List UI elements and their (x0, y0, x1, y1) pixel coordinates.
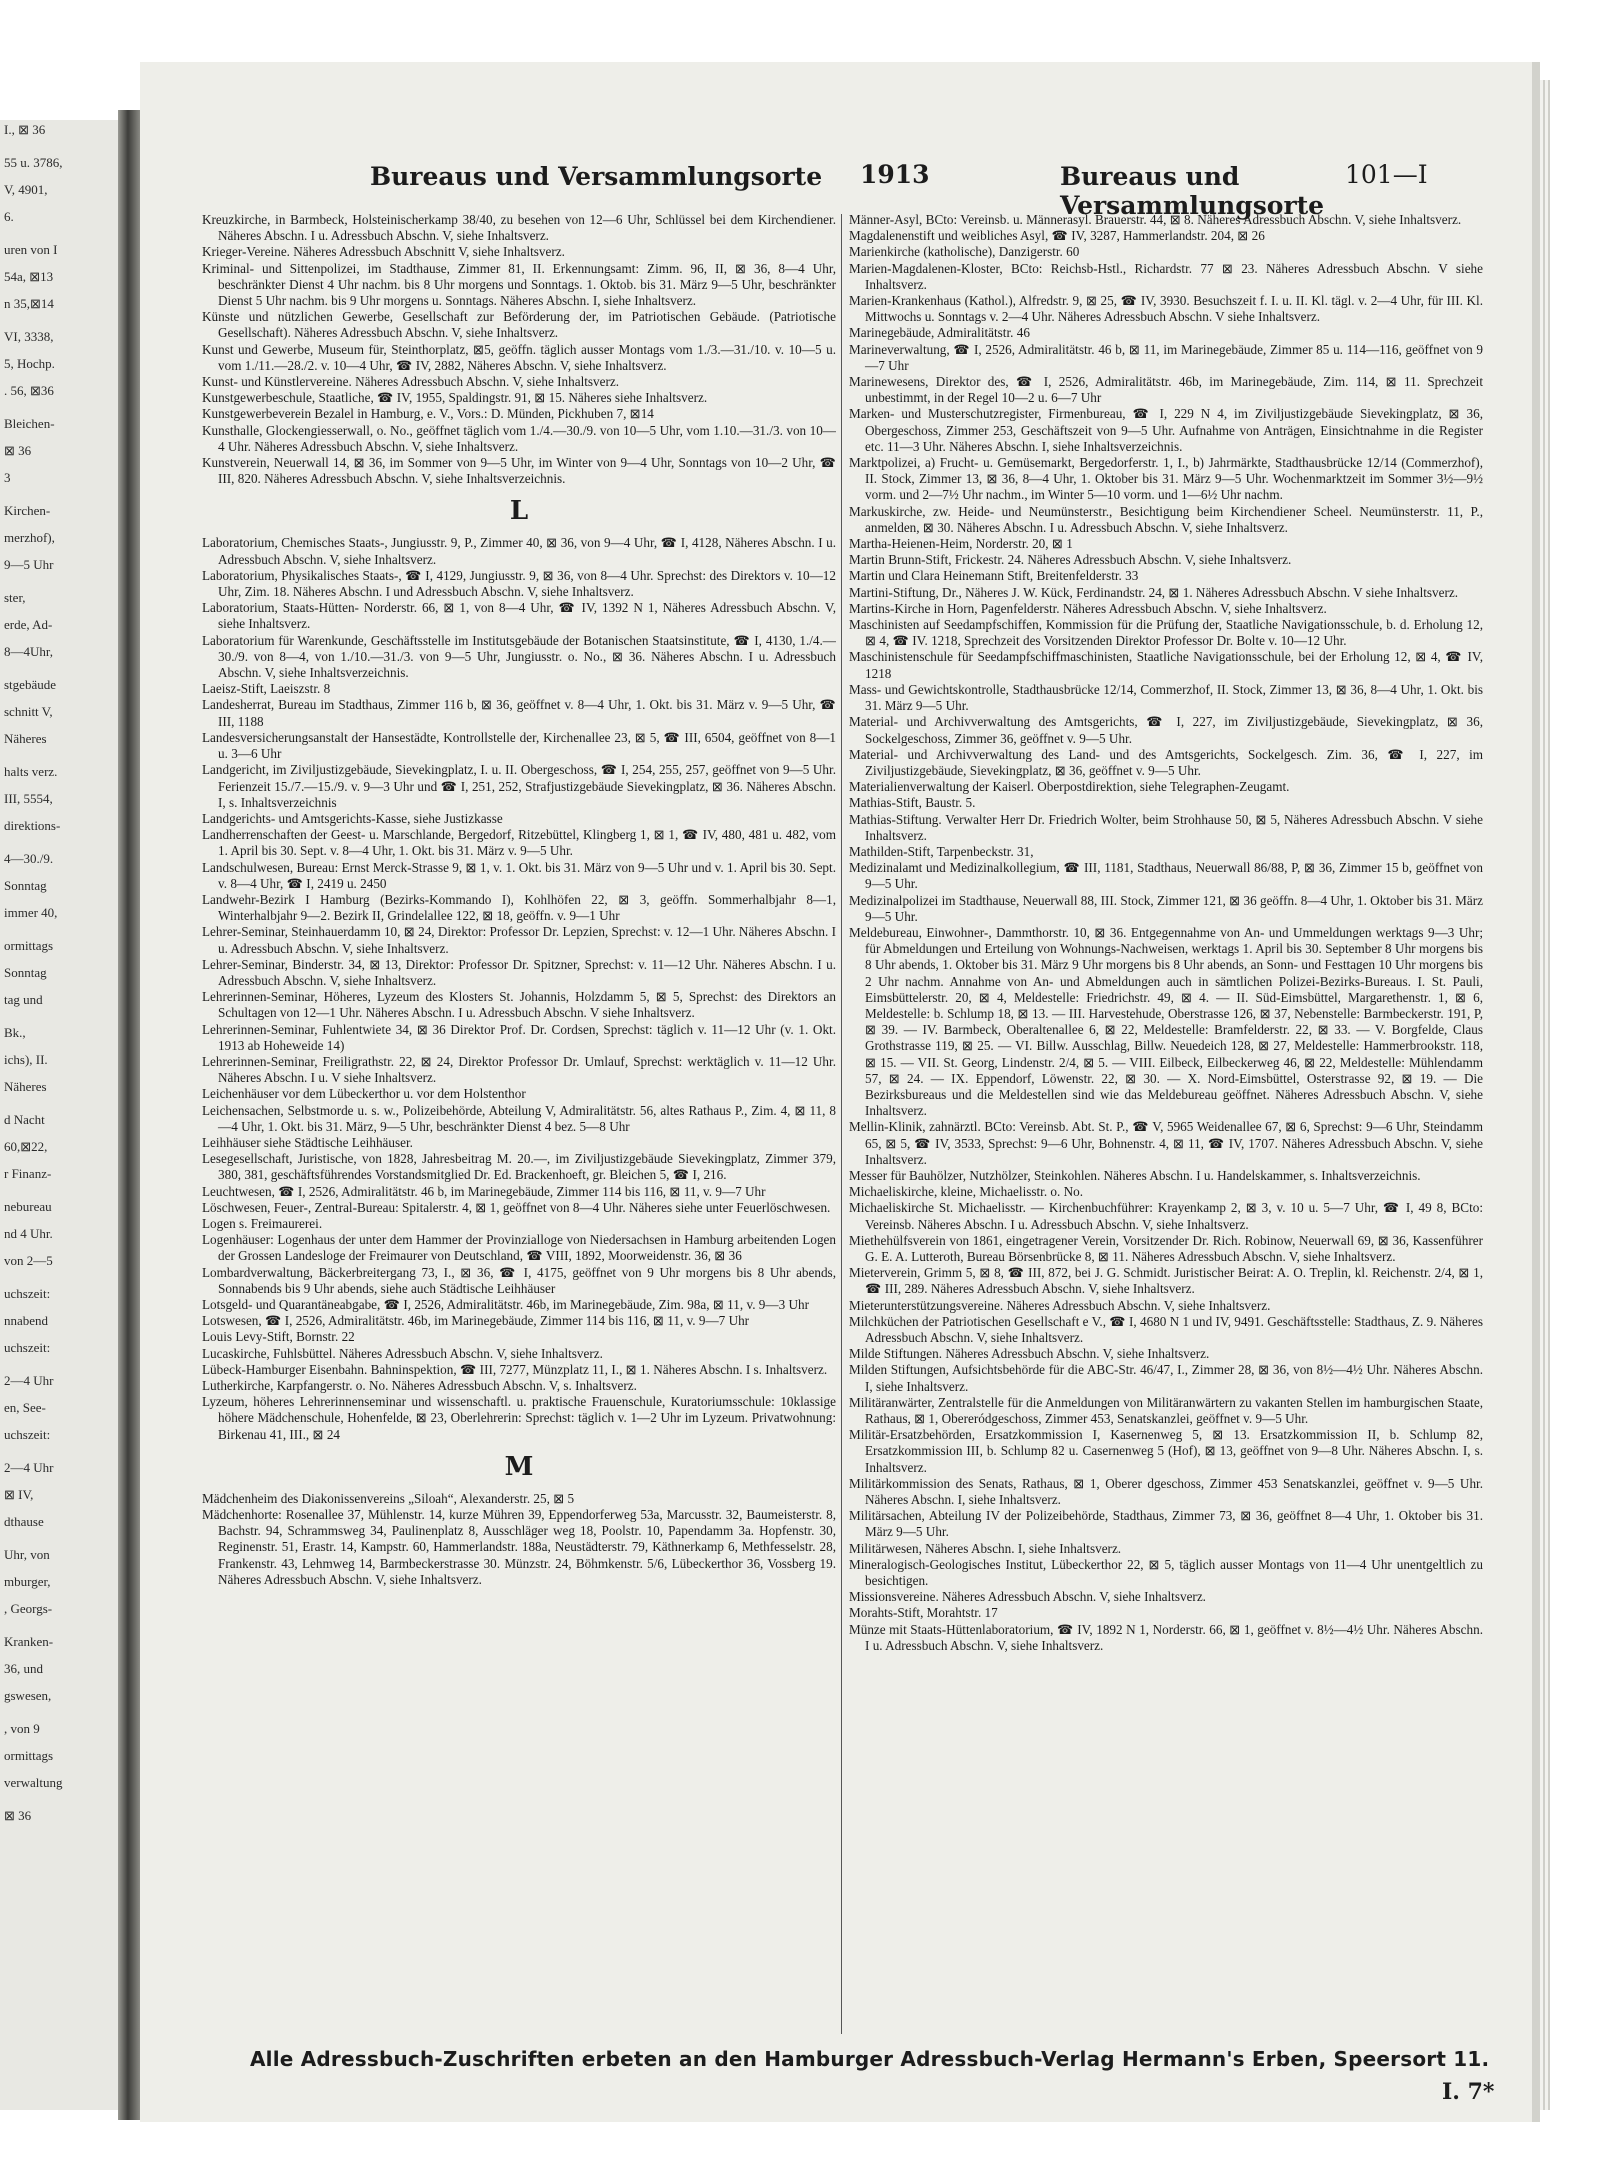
facing-page-line: stgebäude (4, 677, 56, 692)
directory-entry: Marienkirche (katholische), Danzigerstr. 60 (849, 244, 1080, 260)
facing-page-fragment (0, 120, 118, 2110)
directory-entry: Martini-Stiftung, Dr., Näheres J. W. Kück, Ferdinandstr. 24, ⊠ 1. Näheres Adressbuch Abschn. V siehe Inhaltsverz. (849, 584, 1459, 600)
directory-entry: Kunstverein, Neuerwall 14, ⊠ 36, im Sommer von 9—5 Uhr, im Winter von 9—4 Uhr, Sonntags von 10—2 Uhr, ☎ III, 820. Näheres Adressbuch Abschn. V, siehe Inhaltsverzeichnis. (202, 455, 836, 487)
directory-entry: Mathilden-Stift, Tarpenbeckstr. 31, (849, 843, 1034, 859)
page-number: 101—I (1345, 160, 1428, 189)
facing-page-line: direktions- (4, 818, 61, 833)
facing-page-line: ormittags (4, 938, 54, 953)
directory-entry: Mass- und Gewichtskontrolle, Stadthausbrücke 12/14, Commerzhof, II. Stock, Zimmer 13, ⊠ 36, 8—4 Uhr, 1. Okt. bis 31. März 9—5 Uhr. (849, 681, 1483, 714)
facing-page-line: schnitt V, (4, 704, 53, 719)
directory-entry: Martin Brunn-Stift, Frickestr. 24. Näheres Adressbuch Abschn. V, siehe Inhaltsverz. (849, 552, 1292, 568)
directory-entry: Landesversicherungsanstalt der Hansestädte, Kontrollstelle der, Kirchenallee 23, ⊠ 5, ☎ III, 6504, geöffnet von 8—1 u. 3—6 Uhr (202, 729, 836, 762)
facing-page-line: 3 (4, 470, 11, 485)
facing-page-line: III, 5554, (4, 791, 53, 806)
directory-entry: Materialienverwaltung der Kaiserl. Oberpostdirektion, siehe Telegraphen-Zeugamt. (849, 779, 1290, 795)
directory-entry: Markuskirche, zw. Heide- und Neumünsterstr., Besichtigung beim Kirchendiener Scheel. Neumünsterstr. 11, P., anmelden, ⊠ 30. Näheres Abschn. I u. Adressbuch Abschn. V, siehe Inhaltsverz. (849, 503, 1483, 535)
directory-entry: Kunst und Gewerbe, Museum für, Steinthorplatz, ⊠5, geöffn. täglich ausser Montags vom 1./3.—31./10. v. 10—5 u. vom 1./11.—28./2. v. 10—4 Uhr, ☎ IV, 2882, Näheres Abschn. V, siehe Inhaltsverz. (202, 341, 836, 373)
facing-page-line: Näheres (4, 731, 47, 746)
running-title-left: Bureaus und Versammlungsorte (370, 162, 823, 191)
directory-entry: Lotswesen, ☎ I, 2526, Admiralitätstr. 46b, im Marinegebäude, Zimmer 114 bis 116, ⊠ 11, v. 9—7 Uhr (202, 1313, 750, 1329)
facing-page-line: nnabend (4, 1313, 49, 1328)
directory-entry: Lübeck-Hamburger Eisenbahn. Bahninspektion, ☎ III, 7277, Münzplatz 11, I., ⊠ 1. Näheres Abschn. I s. Inhaltsverz. (202, 1361, 828, 1377)
directory-entry: Militärwesen, Näheres Abschn. I, siehe Inhaltsverz. (849, 1540, 1122, 1556)
facing-page-line: ⊠ 36 (4, 443, 32, 458)
facing-page-line: d Nacht (4, 1112, 45, 1127)
facing-page-line: 6. (4, 209, 14, 224)
directory-entry: Leihhäuser siehe Städtische Leihhäuser. (202, 1134, 413, 1150)
facing-page-line: VI, 3338, (4, 329, 54, 344)
year-label: 1913 (860, 160, 930, 189)
directory-entry: Militärsachen, Abteilung IV der Polizeibehörde, Stadthaus, Zimmer 73, ⊠ 36, geöffnet 8—4 Uhr, 1. Oktober bis 31. März 9—5 Uhr. (849, 1508, 1483, 1540)
directory-entry: Militärkommission des Senats, Rathaus, ⊠ 1, Oberer dgeschoss, Zimmer 453 Senatskanzlei, geöffnet v. 9—5 Uhr. Näheres Abschn. I, siehe Inhaltsverz. (849, 1475, 1483, 1508)
facing-page-line: tag und (4, 992, 43, 1007)
facing-page-line: halts verz. (4, 764, 58, 779)
facing-page-line: . 56, ⊠36 (4, 383, 54, 398)
directory-entry: Martin und Clara Heinemann Stift, Breitenfelderstr. 33 (849, 568, 1139, 584)
facing-page-line: Bleichen- (4, 416, 55, 431)
directory-entry: Marinewesens, Direktor des, ☎ I, 2526, Admiralitätstr. 46b, im Marinegebäude, Zim. 114, ⊠ 11. Sprechzeit unbestimmt, in der Regel 10—2 u. 6—7 Uhr (849, 374, 1483, 406)
facing-page-line: 54a, ⊠13 (4, 269, 54, 284)
facing-page-line: ichs), II. (4, 1052, 48, 1067)
directory-entry: Kunstgewerbeschule, Staatliche, ☎ IV, 1955, Spaldingstr. 91, ⊠ 15. Näheres siehe Inhaltsverz. (202, 390, 708, 406)
facing-page-line: 55 u. 3786, (4, 155, 63, 170)
directory-entry: Miethehülfsverein von 1861, eingetragener Verein, Vorsitzender Dr. Rich. Robinow, Neuerwall 69, ⊠ 36, Kassenführer G. E. A. Lutteroth, Bureau Börsenbrücke 8, ⊠ 11. Näheres Adressbuch Abschn. V, siehe Inhaltsverz. (849, 1232, 1483, 1264)
facing-page-line: immer 40, (4, 905, 58, 920)
facing-page-line: 2—4 Uhr (4, 1373, 54, 1388)
facing-page-line: uren von I (4, 242, 58, 257)
directory-entry: Löschwesen, Feuer-, Zentral-Bureau: Spitalerstr. 4, ⊠ 1, geöffnet von 8—4 Uhr. Näheres siehe unter Feuerlöschwesen. (202, 1199, 831, 1215)
directory-entry: Landgerichts- und Amtsgerichts-Kasse, siehe Justizkasse (202, 810, 503, 826)
facing-page-line: r Finanz- (4, 1166, 52, 1181)
directory-entry: Lehrerinnen-Seminar, Fuhlentwiete 34, ⊠ 36 Direktor Prof. Dr. Cordsen, Sprechst: täglich v. 11—12 Uhr (v. 1. Okt. 1913 ab Hoheweide 14) (202, 1021, 836, 1053)
directory-entry: Logenhäuser: Logenhaus der unter dem Hammer der Provinzialloge von Niedersachsen in Hamburg arbeitenden Logen der Grossen Landesloge der Freimaurer von Deutschland, ☎ VIII, 1892, Moorweidenstr. 36, ⊠ 36 (202, 1232, 836, 1264)
facing-page-line: 4—30./9. (4, 851, 54, 866)
signature-mark: I. 7* (1442, 2079, 1495, 2105)
facing-page-line: 36, und (4, 1661, 43, 1676)
directory-entry: Martins-Kirche in Horn, Pagenfelderstr. Näheres Adressbuch Abschn. V, siehe Inhaltsverz. (849, 600, 1327, 616)
directory-entry: Militär-Ersatzbehörden, Ersatzkommission I, Kasernenweg 5, ⊠ 13. Ersatzkommission II, b. Schlump 82, Ersatzkommission III, b. Schlump 82 u. Casernenweg 5 (Hof), ⊠ 13, geöffnet von 9—8 Uhr. Näheres Abschn. I, s. Inhaltsverz. (849, 1427, 1483, 1475)
directory-entry: Lehrerinnen-Seminar, Höheres, Lyzeum des Klosters St. Johannis, Holzdamm 5, ⊠ 5, Sprechst: des Direktors an Schultagen von 12—1 Uhr. Näheres Abschn. I u. Adressbuch Abschn. V siehe Inhaltsverz. (202, 989, 836, 1021)
directory-entry: Landgericht, im Ziviljustizgebäude, Sievekingplatz, I. u. II. Obergeschoss, ☎ I, 254, 255, 257, geöffnet von 9—5 Uhr. Ferienzeit 15./7.—15./9. v. 9—3 Uhr und ☎ I, 251, 252, Strafjustizgebäude Sievekingplatz, ⊠ 36. Näheres Abschn. I, s. Inhaltsverzeichnis (202, 762, 836, 810)
facing-page-line: 9—5 Uhr (4, 557, 54, 572)
facing-page-line: mburger, (4, 1574, 51, 1589)
directory-entry: Laboratorium für Warenkunde, Geschäftsstelle im Institutsgebäude der Botanischen Staatsinstitute, ☎ I, 4130, 1./4.—30./9. von 8—4, von 1./10.—31./3. von 9—5 Uhr, Jungiusstr. o. No., ⊠ 36. Näheres Abschn. I u. Adressbuch Abschn. V, siehe Inhaltsverzeichnis. (202, 632, 836, 681)
directory-entry: Laboratorium, Staats-Hütten- Norderstr. 66, ⊠ 1, von 8—4 Uhr, ☎ IV, 1392 N 1, Näheres Adressbuch Abschn. V, siehe Inhaltsverz. (202, 600, 836, 632)
facing-page-line: Kirchen- (4, 503, 51, 518)
directory-entry: Lehrer-Seminar, Steinhauerdamm 10, ⊠ 24, Direktor: Professor Dr. Lepzien, Sprechst: v. 12—1 Uhr. Näheres Abschn. I u. Adressbuch Abschn. V, siehe Inhaltsverz. (202, 924, 836, 956)
directory-entry: Laboratorium, Chemisches Staats-, Jungiusstr. 9, P., Zimmer 40, ⊠ 36, von 9—4 Uhr, ☎ I, 4128, Näheres Abschn. I u. Adressbuch Abschn. V, siehe Inhaltsverz. (202, 535, 836, 567)
facing-page-line: 60,⊠22, (4, 1139, 48, 1154)
directory-entry: Morahts-Stift, Morahtstr. 17 (849, 1605, 998, 1621)
directory-entry: Landschulwesen, Bureau: Ernst Merck-Strasse 9, ⊠ 1, v. 1. Okt. bis 31. März von 9—5 Uhr und v. 1. April bis 30. Sept. v. 8—4 Uhr, ☎ I, 2419 u. 2450 (202, 859, 836, 891)
directory-entry: Milchküchen der Patriotischen Gesellschaft e V., ☎ I, 4680 N 1 und IV, 9491. Geschäftsstelle: Stadthaus, Z. 9. Näheres Adressbuch Abschn. V, siehe Inhaltsverz. (849, 1313, 1483, 1346)
facing-page-line: Sonntag (4, 965, 47, 980)
directory-entry: Leichensachen, Selbstmorde u. s. w., Polizeibehörde, Abteilung V, Admiralitätstr. 56, altes Rathaus P., Zim. 4, ⊠ 11, 8—4 Uhr, 1. Okt. bis 31. März, 9—5 Uhr, beschränkter Dienst 4 bez. 5—8 Uhr (202, 1102, 836, 1134)
facing-page-line: Näheres (4, 1079, 47, 1094)
facing-page-line: gswesen, (4, 1688, 52, 1703)
directory-entry: Militäranwärter, Zentralstelle für die Anmeldungen von Militäranwärtern zu vakanten Stellen im hamburgischen Staate, Rathaus, ⊠ 1, Obereródgeschoss, Zimmer 453, Senatskanzlei, geöffnet v. 9—5 Uhr. (849, 1394, 1483, 1427)
facing-page-line: Uhr, von (4, 1547, 50, 1562)
facing-page-line: I., ⊠ 36 (4, 122, 46, 137)
facing-page-line: uchszeit: (4, 1340, 51, 1355)
column-rule (841, 214, 842, 2034)
book-gutter (118, 110, 140, 2120)
facing-page-line: ⊠ 36 (4, 1808, 32, 1823)
directory-entry: Lombardverwaltung, Bäckerbreitergang 73, I., ⊠ 36, ☎ I, 4175, geöffnet von 9 Uhr morgens bis 8 Uhr abends, Sonnabends bis 9 Uhr abends, siehe auch Städtische Leihhäuser (202, 1264, 836, 1296)
facing-page-line: en, See- (4, 1400, 46, 1415)
facing-page-line: nebureau (4, 1199, 52, 1214)
section-letter: L (509, 496, 529, 527)
facing-page-line: uchszeit: (4, 1427, 51, 1442)
directory-entry: Lyzeum, höheres Lehrerinnenseminar und wissenschaftl. u. praktische Frauenschule, Kuratoriumsschule: 10klassige höhere Mädchenschule, Hohenfelde, ⊠ 23, Oberlehrerin: Sprechst: täglich v. 1—2 Uhr im Lyzeum. Privatwohnung: Birkenau 41, III., ⊠ 24 (202, 1394, 836, 1442)
directory-entry: Michaeliskirche, kleine, Michaelisstr. o. No. (849, 1184, 1084, 1200)
directory-entry: Mädchenheim des Diakonissenvereins „Siloah“, Alexanderstr. 25, ⊠ 5 (202, 1490, 575, 1506)
directory-entry: Marineverwaltung, ☎ I, 2526, Admiralitätstr. 46 b, ⊠ 11, im Marinegebäude, Zimmer 85 u. 114—116, geöffnet von 9—7 Uhr (849, 341, 1483, 373)
directory-entry: Lehrer-Seminar, Binderstr. 34, ⊠ 13, Direktor: Professor Dr. Spitzner, Sprechst: v. 11—12 Uhr. Näheres Abschn. I u. Adressbuch Abschn. V, siehe Inhaltsverz. (202, 956, 836, 988)
facing-page-line: 8—4Uhr, (4, 644, 53, 659)
directory-entry: Lutherkirche, Karpfangerstr. o. No. Näheres Adressbuch Abschn. V, s. Inhaltsverz. (202, 1378, 637, 1394)
facing-page-line: , von 9 (4, 1721, 40, 1736)
publisher-footer: Alle Adressbuch-Zuschriften erbeten an den Hamburger Adressbuch-Verlag Hermann's Erben, Speersort 11. (250, 2047, 1490, 2071)
directory-entry: Künste und nützlichen Gewerbe, Gesellschaft zur Beförderung der, im Patriotischen Gebäude. (Patriotische Gesellschaft). Näheres Adressbuch Abschn. V, siehe Inhaltsverz. (202, 309, 836, 341)
directory-entry: Landesherrat, Bureau im Stadthaus, Zimmer 116 b, ⊠ 36, geöffnet v. 8—4 Uhr, 1. Okt. bis 31. März v. 9—5 Uhr, ☎ III, 1188 (202, 697, 836, 729)
facing-page-line: von 2—5 (4, 1253, 53, 1268)
directory-entry: Mieterunterstützungsvereine. Näheres Adressbuch Abschn. V, siehe Inhaltsverz. (849, 1297, 1271, 1313)
directory-entry: Landherrenschaften der Geest- u. Marschlande, Bergedorf, Ritzebüttel, Klingberg 1, ⊠ 1, ☎ IV, 480, 481 u. 482, vom 1. April bis 30. Sept. v. 8—4 Uhr, 1. Okt. bis 31. März v. 9—5 Uhr. (202, 827, 836, 859)
directory-entry: Kreuzkirche, in Barmbeck, Holsteinischerkamp 38/40, zu besehen von 12—6 Uhr, Schlüssel bei dem Kirchendiener. Näheres Abschn. I u. Adressbuch Abschn. V, siehe Inhaltsverz. (202, 212, 836, 244)
directory-entry: Martha-Heienen-Heim, Norderstr. 20, ⊠ 1 (849, 536, 1073, 552)
facing-page-line: merzhof), (4, 530, 55, 545)
facing-page-line: ormittags (4, 1748, 54, 1763)
directory-entry: Material- und Archivverwaltung des Amtsgerichts, ☎ I, 227, im Ziviljustizgebäude, Sievekingplatz, ⊠ 36, Sockelgeschoss, Zimmer 36, geöffnet v. 9—5 Uhr. (849, 714, 1483, 746)
running-title-right: Bureaus und Versammlungsorte (1060, 162, 1325, 220)
directory-entry: Medizinalamt und Medizinalkollegium, ☎ III, 1181, Stadthaus, Neuerwall 86/88, P, ⊠ 36, Zimmer 15 b, geöffnet von 9—5 Uhr. (849, 860, 1483, 892)
facing-page-line: n 35,⊠14 (4, 296, 54, 311)
directory-entry: Kunsthalle, Glockengiesserwall, o. No., geöffnet täglich vom 1./4.—30./9. von 10—5 Uhr, vom 1.10.—31./3. von 10—4 Uhr. Näheres Adressbuch Abschn. V, siehe Inhaltsverz. (202, 422, 836, 454)
directory-entry: Mathias-Stiftung. Verwalter Herr Dr. Friedrich Wolter, beim Strohhause 50, ⊠ 5, Näheres Adressbuch Abschn. V siehe Inhaltsverz. (849, 811, 1483, 843)
directory-entry: Marinegebäude, Admiralitätstr. 46 (849, 325, 1030, 341)
directory-entry: Mineralogisch-Geologisches Institut, Lübeckerthor 22, ⊠ 5, täglich ausser Montags von 11—4 Uhr unentgeltlich zu besichtigen. (849, 1556, 1483, 1589)
directory-entry: Milden Stiftungen, Aufsichtsbehörde für die ABC-Str. 46/47, I., Zimmer 28, ⊠ 36, von 8½—4½ Uhr. Näheres Abschn. I, siehe Inhaltsverz. (849, 1362, 1483, 1394)
directory-entry: Marien-Magdalenen-Kloster, BCto: Reichsb-Hstl., Richardstr. 77 ⊠ 23. Näheres Adressbuch Abschn. V siehe Inhaltsverz. (849, 260, 1483, 292)
directory-entry: Marken- und Musterschutzregister, Firmenbureau, ☎ I, 229 N 4, im Ziviljustizgebäude Sievekingplatz, ⊠ 36, Obergeschoss, Zimmer 253, Geschäftszeit von 9—5 Uhr. Aufnahme von Anträgen, Einsichtnahme in die Register etc. 11—3 Uhr. Näheres Abschn. I, siehe Inhaltsverzeichnis. (849, 406, 1483, 454)
directory-entry: Mellin-Klinik, zahnärztl. BCto: Vereinsb. Abt. St. P., ☎ V, 5965 Weidenallee 67, ⊠ 6, Sprechst: 9—6 Uhr, Steindamm 65, ⊠ 5, ☎ IV, 3533, Sprechst: 9—6 Uhr, Bohnenstr. 4, ⊠ 11, ☎ IV, 1707. Näheres Adressbuch Abschn. V, siehe Inhaltsverz. (849, 1119, 1483, 1167)
directory-entry: Mieterverein, Grimm 5, ⊠ 8, ☎ III, 872, bei J. G. Schmidt. Juristischer Beirat: A. O. Treplin, kl. Reichenstr. 2/4, ⊠ 1, ☎ III, 289. Näheres Adressbuch Abschn. V, siehe Inhaltsverz. (849, 1265, 1483, 1297)
facing-page-line: 5, Hochp. (4, 356, 55, 371)
facing-page-line: dthause (4, 1514, 44, 1529)
facing-page-line: verwaltung (4, 1775, 63, 1790)
directory-entry: Kunstgewerbeverein Bezalel in Hamburg, e. V., Vors.: D. Münden, Pickhuben 7, ⊠14 (202, 406, 654, 422)
directory-page (140, 62, 1540, 2122)
directory-entry: Material- und Archivverwaltung des Land- und des Amtsgerichts, Sockelgesch. Zim. 36, ☎ I, 227, im Ziviljustizgebäude, Sievekingplatz, ⊠ 36, geöffnet v. 9—5 Uhr. (849, 746, 1483, 778)
directory-entry: Marktpolizei, a) Frucht- u. Gemüsemarkt, Bergedorferstr. 1, I., b) Jahrmärkte, Stadthausbrücke 12/14 (Commerzhof), II. Stock, Zimmer 13, ⊠ 36, 8—4 Uhr, 1. Oktober bis 31. März 9—5 Uhr. Wochenmarktzeit im Sommer 3½—9½ vorm. und 2—7½ Uhr nachm., im Winter 5—10 vorm. und 1—6½ Uhr nachm. (849, 455, 1483, 503)
facing-page-line: Bk., (4, 1025, 26, 1040)
directory-entry: Medizinalpolizei im Stadthause, Neuerwall 88, III. Stock, Zimmer 121, ⊠ 36 geöffn. 8—4 Uhr, 1. Oktober bis 31. März 9—5 Uhr. (849, 892, 1483, 924)
facing-page-line: Kranken- (4, 1634, 54, 1649)
section-letter: M (504, 1451, 534, 1482)
left-column (202, 212, 836, 2022)
directory-entry: Louis Levy-Stift, Bornstr. 22 (202, 1329, 355, 1345)
directory-entry: Maschinistenschule für Seedampfschiffmaschinisten, Staatliche Navigationsschule, bei der Erholung 12, ⊠ 4, ☎ IV, 1218 (849, 649, 1483, 681)
facing-page-line: 2—4 Uhr (4, 1460, 54, 1475)
directory-entry: Maschinisten auf Seedampfschiffen, Kommission für die Prüfung der, Staatliche Navigationsschule, b. d. Erholung 12, ⊠ 4, ☎ IV. 1218, Sprechzeit des Vorsitzenden Direktor Professor Dr. Bolte v. 10—12 Uhr. (849, 617, 1483, 649)
directory-entry: Mädchenhorte: Rosenallee 37, Mühlenstr. 14, kurze Mühren 39, Eppendorferweg 53a, Marcusstr. 32, Baumeisterstr. 8, Bachstr. 94, Schrammsweg 34, Paulinenplatz 8, Ausschläger weg 18, Poolstr. 10, Papendamm 3a. Hopfenstr. 30, Reginenstr. 51, Erastr. 14, Kampstr. 60, Hammerlandstr. 188a, Neustädterstr. 79, Käthnerkamp 6, Methfesselstr. 28, Frankenstr. 43, Lehmweg 14, Barmbeckerstrasse 30. Münzstr. 24, Böhmkenstr. 5/6, Lübeckerthor 36, Vossberg 19. Näheres Adressbuch Abschn. V, siehe Inhaltsverz. (202, 1507, 836, 1587)
facing-page-line: nd 4 Uhr. (4, 1226, 53, 1241)
directory-entry: Kunst- und Künstlervereine. Näheres Adressbuch Abschn. V, siehe Inhaltsverz. (202, 374, 620, 390)
facing-page-line: Sonntag (4, 878, 47, 893)
facing-page-line: V, 4901, (4, 182, 48, 197)
directory-entry: Mathias-Stift, Baustr. 5. (849, 795, 976, 811)
directory-entry: Laboratorium, Physikalisches Staats-, ☎ I, 4129, Jungiusstr. 9, ⊠ 36, von 8—4 Uhr. Sprechst: des Direktors v. 10—12 Uhr, Zim. 18. Näheres Abschn. I und Adressbuch Abschn. V, siehe Inhaltsverz. (202, 567, 836, 600)
directory-entry: Landwehr-Bezirk I Hamburg (Bezirks-Kommando I), Kohlhöfen 22, ⊠ 3, geöffn. Sommerhalbjahr 8—1, Winterhalbjahr 9—2. Bezirk II, Grindelallee 122, ⊠ 18, geöffn. v. 9—1 Uhr (202, 891, 836, 924)
facing-page-line: ster, (4, 590, 26, 605)
directory-entry: Laeisz-Stift, Laeiszstr. 8 (202, 681, 331, 697)
directory-entry: Lotsgeld- und Quarantäneabgabe, ☎ I, 2526, Admiralitätstr. 46b, im Marinegebäude, Zim. 98a, ⊠ 11, v. 9—3 Uhr (202, 1297, 809, 1312)
facing-page-line: , Georgs- (4, 1601, 53, 1616)
directory-entry: Milde Stiftungen. Näheres Adressbuch Abschn. V, siehe Inhaltsverz. (849, 1346, 1210, 1362)
directory-entry: Münze mit Staats-Hüttenlaboratorium, ☎ IV, 1892 N 1, Norderstr. 66, ⊠ 1, geöffnet v. 8½—4½ Uhr. Näheres Abschn. I u. Adressbuch Abschn. V, siehe Inhaltsverz. (849, 1621, 1483, 1653)
directory-entry: Missionsvereine. Näheres Adressbuch Abschn. V, siehe Inhaltsverz. (849, 1589, 1206, 1605)
directory-entry: Marien-Krankenhaus (Kathol.), Alfredstr. 9, ⊠ 25, ☎ IV, 3930. Besuchszeit f. I. u. II. Kl. tägl. v. 2—4 Uhr, für III. Kl. Mittwochs u. Sonntags v. 2—4 Uhr. Näheres Adressbuch Abschn. V siehe Inhaltsverz. (849, 293, 1483, 325)
right-column (849, 212, 1483, 2022)
facing-page-line: erde, Ad- (4, 617, 53, 632)
facing-page-line: uchszeit: (4, 1286, 51, 1301)
directory-entry: Kriminal- und Sittenpolizei, im Stadthause, Zimmer 81, II. Erkennungsamt: Zimm. 96, II, ⊠ 36, 8—4 Uhr, beschränkter Dienst 4 Uhr nachm. bis 8 Uhr morgens und Sonntags. 1. Oktob. bis 31. März 9—5 Uhr, beschränkter Dienst 5 Uhr nachm. bis 9 Uhr morgens u. Sonntags. Näheres Abschn. I, siehe Inhaltsverz. (202, 260, 836, 309)
directory-entry: Krieger-Vereine. Näheres Adressbuch Abschnitt V, siehe Inhaltsverz. (202, 244, 565, 260)
directory-entry: Lesegesellschaft, Juristische, von 1828, Jahresbeitrag M. 20.—, im Ziviljustizgebäude Sievekingplatz, Zimmer 379, 380, 381, geschäftsführendes Vorstandsmitglied Dr. Ed. Brackenhoeft, gr. Bleichen 5, ☎ I, 216. (202, 1151, 836, 1183)
directory-entry: Magdalenenstift und weibliches Asyl, ☎ IV, 3287, Hammerlandstr. 204, ⊠ 26 (849, 228, 1265, 244)
facing-page-line: ⊠ IV, (4, 1487, 34, 1502)
directory-entry: Meldebureau, Einwohner-, Dammthorstr. 10, ⊠ 36. Entgegennahme von An- und Ummeldungen werktags 9—3 Uhr; für Abmeldungen und Erteilung von Wohnungs-Nachweisen, werktags 1. April bis 30. September 8 Uhr morgens bis 8 Uhr abends, 1. Oktober bis 31. März 9 Uhr morgens bis 8 Uhr abends, an Sonn- und Festtagen 10 Uhr morgens bis 2 Uhr nachm. Annahme von An- und Abmeldungen auch in sämtlichen Polizei-Bezirks-Bureaus. I. St. Pauli, Eimsbüttelerstr. 20, ⊠ 4, Meldestelle: Friedrichstr. 49, ⊠ 4. — II. Süd-Eimsbüttel, Margarethenstr. 1, ⊠ 6, Meldestelle: b. Schlump 18, ⊠ 13. — III. Harvestehude, Oberstrasse 126, ⊠ 37, Nebenstelle: Barmbeckerstr. 191, P, ⊠ 39. — IV. Barmbeck, Oberaltenallee 6, ⊠ 22, Meldestelle: Bramfelderstr. 22, ⊠ 33. — V. Borgfelde, Claus Grothstrasse 119, ⊠ 25. — VI. Billw. Ausschlag, Billw. Neuedeich 128, ⊠ 27, Meldestelle: Hammerbrookstr. 118, ⊠ 15. — VII. St. Georg, Lindenstr. 2/4, ⊠ 5. — VIII. Eilbeck, Eilbeckerweg 46, ⊠ 22, Meldestelle: Mühlendamm 57, ⊠ 24. — IX. Eppendorf, Löwenstr. 22, ⊠ 30. — X. Nord-Eimsbüttel, Osterstrasse 92, ⊠ 19. — Die Bezirksbureaus und die Meldestellen sind wie das Meldebureau geöffnet. Näheres Adressbuch Abschn. V, siehe Inhaltsverz. (849, 924, 1483, 1119)
directory-entry: Männer-Asyl, BCto: Vereinsb. u. Männerasyl. Brauerstr. 44, ⊠ 8. Näheres Adressbuch Abschn. V, siehe Inhaltsverz. (849, 212, 1462, 227)
directory-entry: Leuchtwesen, ☎ I, 2526, Admiralitätstr. 46 b, im Marinegebäude, Zimmer 114 bis 116, ⊠ 11, v. 9—7 Uhr (202, 1183, 766, 1199)
directory-entry: Lehrerinnen-Seminar, Freiligrathstr. 22, ⊠ 24, Direktor Professor Dr. Umlauf, Sprechst: werktäglich v. 11—12 Uhr. Näheres Abschn. I u. V siehe Inhaltsverz. (202, 1053, 836, 1086)
directory-entry: Messer für Bauhölzer, Nutzhölzer, Steinkohlen. Näheres Abschn. I u. Handelskammer, s. Inhaltsverzeichnis. (849, 1167, 1421, 1183)
directory-entry: Logen s. Freimaurerei. (202, 1215, 323, 1231)
directory-entry: Lucaskirche, Fuhlsbüttel. Näheres Adressbuch Abschn. V, siehe Inhaltsverz. (202, 1345, 603, 1361)
directory-entry: Leichenhäuser vor dem Lübeckerthor u. vor dem Holstenthor (202, 1086, 526, 1102)
directory-entry: Michaeliskirche St. Michaelisstr. — Kirchenbuchführer: Krayenkamp 2, ⊠ 3, v. 10 u. 5—7 Uhr, ☎ I, 49 8, BCto: Vereinsb. Näheres Abschn. I u. Adressbuch Abschn. V, siehe Inhaltsverz. (849, 1200, 1483, 1232)
